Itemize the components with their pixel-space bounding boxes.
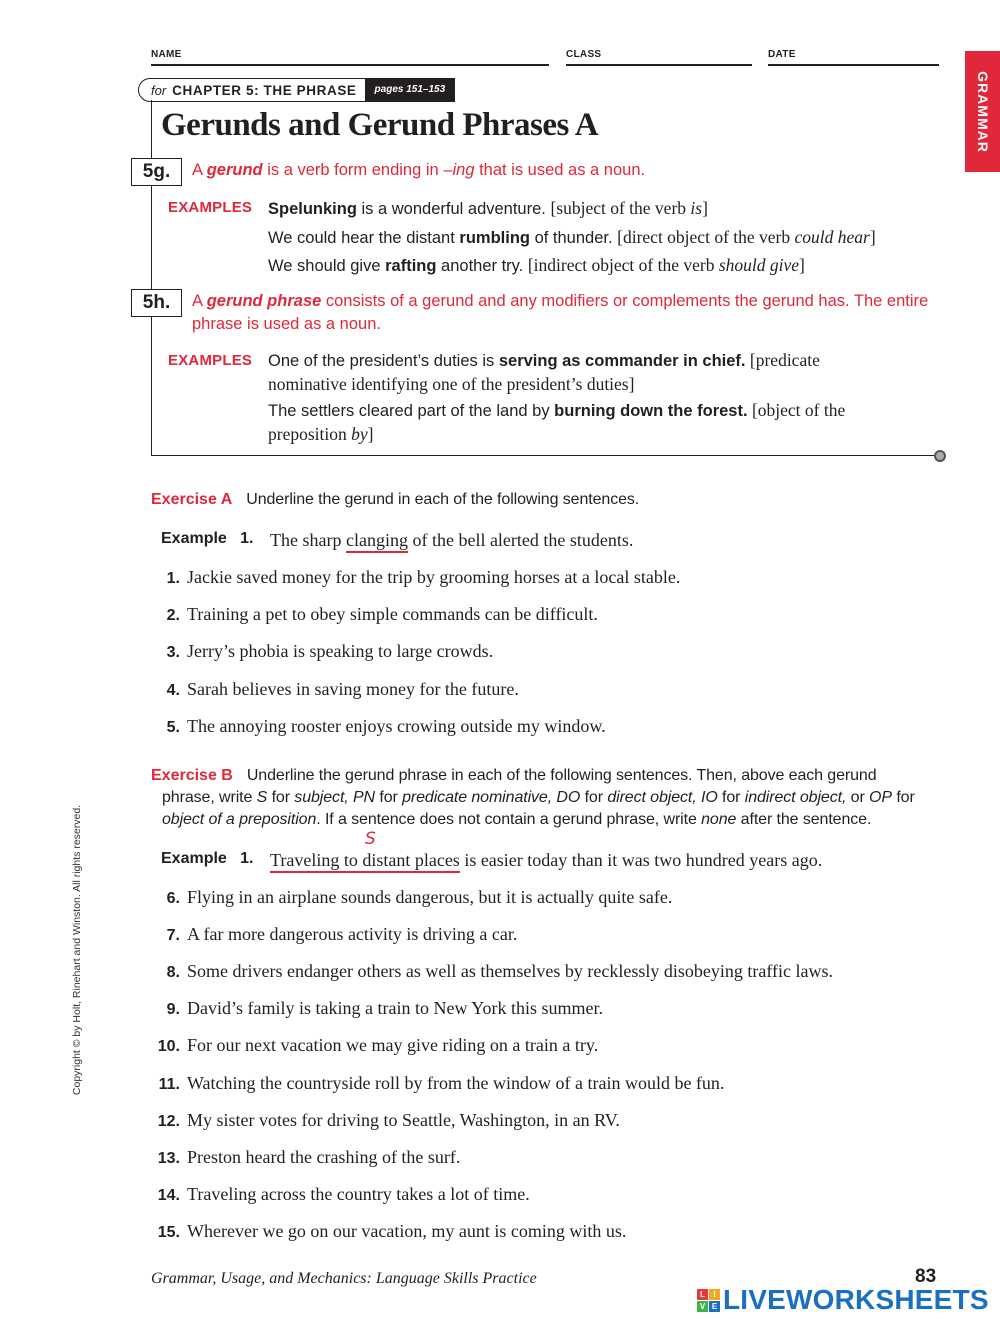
exercise-b-item-sentence[interactable]: Watching the countryside roll by from the window of a train would be fun. — [187, 1072, 725, 1093]
example-underline: clanging — [346, 530, 408, 553]
exercise-b-item[interactable] — [140, 922, 517, 948]
logo-tile: V — [697, 1301, 708, 1312]
date-label: DATE — [768, 49, 796, 60]
exercise-b-item-number: 7. — [166, 927, 180, 945]
exercise-b-item[interactable] — [140, 996, 603, 1022]
rule-5h-box: 5h. — [131, 289, 182, 317]
banner-chapter: CHAPTER 5: THE PHRASE — [172, 82, 357, 98]
example-5h-2: The settlers cleared part of the land by burning down the forest. [object of the preposition by] — [268, 400, 846, 444]
exercise-b-item-sentence[interactable]: Wherever we go on our vacation, my aunt is coming with us. — [187, 1220, 627, 1241]
rule-5h-text: A gerund phrase consists of a gerund and any modifiers or complements the gerund has. The entire phrase is used as a noun. — [192, 292, 929, 333]
exercise-b-example-label: Example 1. — [161, 850, 254, 867]
chapter-banner — [138, 78, 455, 102]
exercise-a-item-sentence[interactable]: The annoying rooster enjoys crowing outside my window. — [187, 715, 606, 736]
exercise-b-item-sentence[interactable]: Some drivers endanger others as well as themselves by recklessly disobeying traffic laws. — [187, 961, 833, 982]
exercise-b-item[interactable] — [140, 1182, 530, 1208]
exercise-b-item-number: 10. — [157, 1038, 180, 1056]
liveworksheets-text: LIVEWORKSHEETS — [723, 1284, 989, 1315]
exercise-a-item-number: 1. — [166, 570, 180, 587]
exercise-a-heading — [151, 488, 941, 511]
exercise-a-label: Exercise A — [151, 491, 233, 508]
exercise-b-item-number: 14. — [157, 1186, 180, 1204]
exercise-b-item-sentence[interactable]: For our next vacation we may give riding on a train a try. — [187, 1035, 599, 1056]
exercise-b-line3: object of a preposition. If a sentence does not contain a gerund phrase, write none after the sentence. — [162, 811, 872, 828]
banner-pages: pages 151–153 — [365, 78, 456, 102]
rule-5g-text: A gerund is a verb form ending in –ing that is used as a noun. — [192, 161, 646, 179]
exercise-b-item[interactable] — [140, 1033, 598, 1059]
exercise-a-item-sentence[interactable]: Jackie saved money for the trip by grooming horses at a local stable. — [187, 567, 681, 587]
example-5h-1: One of the president’s duties is serving as commander in chief. [predicate nominative identifying one of the president’s duties] — [268, 350, 820, 394]
exercise-a-instructions: Underline the gerund in each of the following sentences. — [246, 491, 640, 508]
date-field[interactable] — [768, 64, 939, 66]
exercise-b-item-sentence[interactable]: David’s family is taking a train to New York this summer. — [187, 998, 603, 1019]
banner-for: for — [151, 82, 167, 98]
example-5g-3: We should give rafting another try. [indirect object of the verb should give] — [268, 255, 805, 275]
exercise-b-line2: phrase, write S for subject, PN for predicate nominative, DO for direct object, IO for indirect object, or OP for — [162, 789, 915, 806]
exercise-b-line1: Underline the gerund phrase in each of the following sentences. Then, above each gerund — [246, 767, 877, 784]
exercise-b-item-number: 11. — [158, 1075, 180, 1093]
exercise-a-item[interactable] — [140, 714, 606, 740]
examples-label-5h: EXAMPLES — [168, 352, 253, 369]
exercise-a-item-number: 2. — [166, 607, 180, 625]
exercise-b-example-sentence: Traveling to distant places is easier today than it was two hundred years ago. — [270, 848, 822, 872]
book-title: Grammar, Usage, and Mechanics: Language Skills Practice — [151, 1270, 537, 1287]
exercise-a-item[interactable] — [140, 677, 519, 703]
exercise-b-item-number: 15. — [157, 1223, 180, 1241]
page-title: Gerunds and Gerund Phrases A — [161, 107, 599, 143]
class-label: CLASS — [566, 49, 602, 60]
exercise-b-item-sentence[interactable]: A far more dangerous activity is driving a car. — [187, 924, 518, 945]
exercise-b-item-sentence[interactable]: My sister votes for driving to Seattle, Washington, in an RV. — [187, 1109, 620, 1130]
example-handwritten-s-mark: S — [365, 829, 376, 849]
exercise-a-item[interactable] — [140, 639, 493, 665]
frame-end-dot-icon — [934, 450, 946, 462]
example-5g-1: Spelunking is a wonderful adventure. [subject of the verb is] — [268, 198, 708, 218]
logo-tile: I — [709, 1289, 720, 1300]
exercise-b-item[interactable] — [140, 1145, 460, 1171]
example-5g-2: We could hear the distant rumbling of thunder. [direct object of the verb could hear] — [268, 227, 876, 247]
exercise-b-item[interactable] — [140, 885, 672, 911]
logo-tile: L — [697, 1289, 708, 1300]
exercise-b-item-sentence[interactable]: Flying in an airplane sounds dangerous, but it is actually quite safe. — [187, 887, 673, 907]
grammar-side-tab — [965, 51, 1000, 172]
exercise-b-item-sentence[interactable]: Traveling across the country takes a lot of time. — [187, 1183, 530, 1204]
exercise-b-item-number: 13. — [157, 1149, 180, 1167]
exercise-a-item-number: 4. — [166, 681, 180, 699]
exercise-a-example-label: Example 1. — [161, 530, 254, 547]
exercise-b-heading — [151, 764, 941, 787]
exercise-b-item-number: 8. — [166, 964, 180, 982]
grammar-tab-label: GRAMMAR — [974, 70, 991, 153]
exercise-a-item-sentence[interactable]: Sarah believes in saving money for the future. — [187, 678, 519, 699]
logo-tile: E — [709, 1301, 720, 1312]
liveworksheets-logo-icon — [697, 1289, 720, 1312]
exercise-b-item[interactable] — [140, 1071, 724, 1097]
page-number: 83 — [915, 1266, 937, 1287]
example-b-underline: Traveling to distant places — [270, 850, 460, 873]
exercise-b-label: Exercise B — [151, 767, 233, 784]
exercise-a-item[interactable] — [140, 565, 680, 591]
frame-left-rule — [151, 100, 152, 456]
liveworksheets-brand[interactable] — [697, 1284, 989, 1316]
examples-label-5g: EXAMPLES — [168, 199, 253, 216]
exercise-b-item[interactable] — [140, 1219, 626, 1245]
exercise-b-item-number: 6. — [166, 890, 180, 907]
exercise-b-item[interactable] — [140, 959, 833, 985]
name-label: NAME — [151, 49, 182, 60]
exercise-a-example-sentence: The sharp clanging of the bell alerted the students. — [270, 528, 633, 552]
name-field[interactable] — [151, 64, 549, 66]
rule-5g-box: 5g. — [131, 158, 182, 186]
exercise-a-item-number: 5. — [166, 718, 180, 736]
exercise-a-item-sentence[interactable]: Jerry’s phobia is speaking to large crowds. — [187, 641, 494, 662]
exercise-b-item-sentence[interactable]: Preston heard the crashing of the surf. — [187, 1146, 461, 1167]
exercise-a-item-number: 3. — [166, 644, 180, 662]
exercise-a-item[interactable] — [140, 602, 598, 628]
copyright-notice: Copyright © by Holt, Rinehart and Winston. All rights reserved. — [71, 804, 83, 1096]
exercise-b-item-number: 9. — [166, 1001, 180, 1019]
exercise-b-item[interactable] — [140, 1108, 620, 1134]
exercise-b-item-number: 12. — [157, 1112, 180, 1130]
frame-bottom-rule — [151, 455, 936, 456]
exercise-a-item-sentence[interactable]: Training a pet to obey simple commands can be difficult. — [187, 604, 598, 625]
class-field[interactable] — [566, 64, 752, 66]
